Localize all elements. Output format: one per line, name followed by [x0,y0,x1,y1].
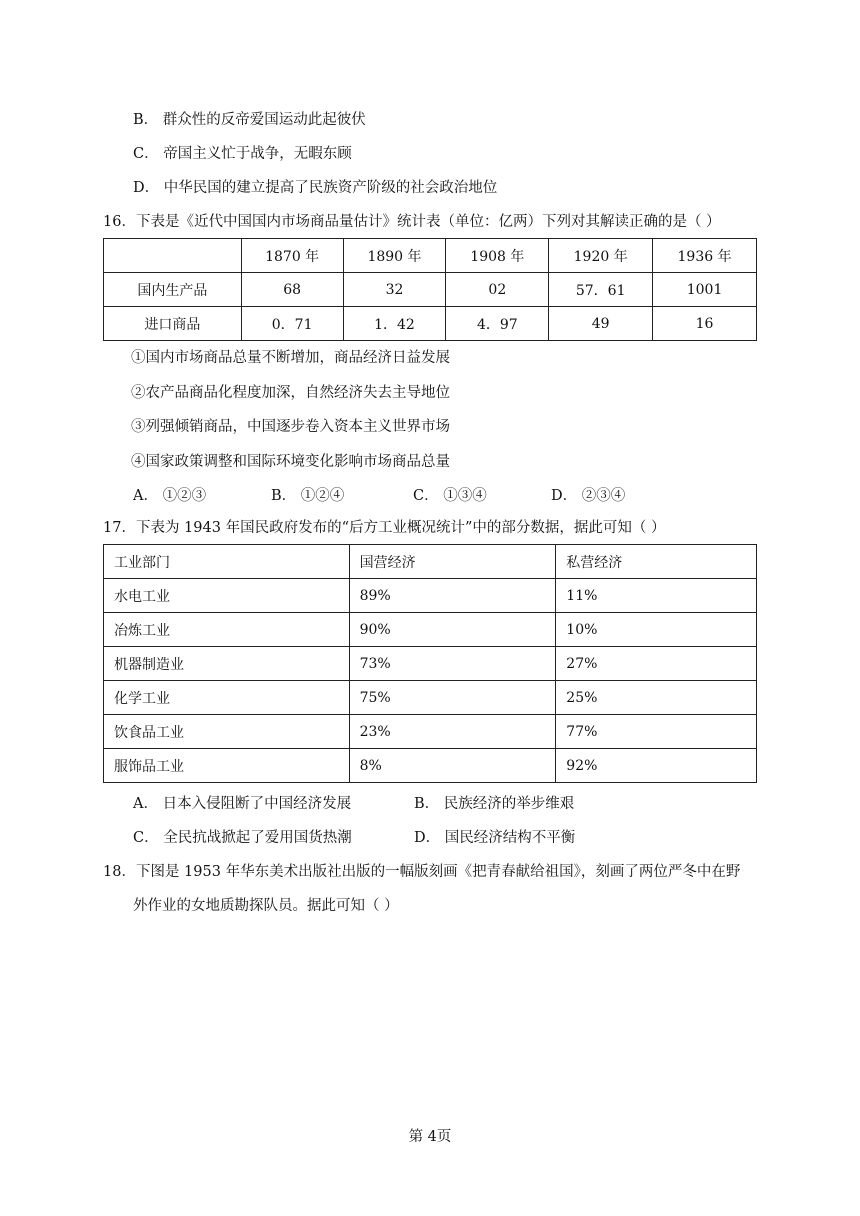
table-row [104,749,757,783]
q16-statement-4: ④国家政策调整和国际环境变化影响市场商品总量 [131,454,450,470]
q17-stem: 17．下表为 1943 年国民政府发布的“后方工业概况统计”中的部分数据，据此可知（ ） [103,520,666,536]
table-row [104,647,757,681]
table-cell: 49 [549,307,653,341]
q16-stem: 16．下表是《近代中国国内市场商品量估计》统计表（单位：亿两）下列对其解读正确的是（ ） [103,214,721,230]
table-cell: 1001 [653,273,757,307]
table-cell: 11% [556,579,757,613]
table-header-cell: 国营经济 [349,545,556,579]
table-cell: 化学工业 [104,681,350,715]
table-row [104,715,757,749]
table-cell: 32 [343,273,446,307]
table-cell: 10% [556,613,757,647]
q18-stem-line-1: 18．下图是 1953 年华东美术出版社出版的一幅版刻画《把青春献给祖国》，刻画了两位严冬中在野 [103,864,741,880]
table-cell: 02 [446,273,549,307]
q18-stem-line-2: 外作业的女地质勘探队员。据此可知（ ） [133,898,399,914]
table-cell: 8% [349,749,556,783]
table-header-cell: 1908 年 [446,239,549,273]
q17-option-d: D． 国民经济结构不平衡 [414,830,576,846]
q16-option-b: B． ①②④ [271,488,345,504]
table-cell: 89% [349,579,556,613]
table-cell: 16 [653,307,757,341]
table-row [104,307,757,341]
table-cell: 冶炼工业 [104,613,350,647]
table-cell: 水电工业 [104,579,350,613]
table-row [104,613,757,647]
table-header-cell [104,239,242,273]
table-header-cell: 1936 年 [653,239,757,273]
table-cell: 1．42 [343,307,446,341]
q16-option-c: C． ①③④ [413,488,487,504]
table-cell: 90% [349,613,556,647]
table-cell: 92% [556,749,757,783]
page-number: 第 4页 [408,1129,452,1145]
option-c-prev: C． 帝国主义忙于战争，无暇东顾 [133,146,352,162]
table-row [104,579,757,613]
table-cell: 25% [556,681,757,715]
table-header-cell: 私营经济 [556,545,757,579]
table-header-row [104,239,757,273]
q16-table [103,238,757,341]
table-cell: 饮食品工业 [104,715,350,749]
q16-option-a: A． ①②③ [133,488,207,504]
table-cell: 4．97 [446,307,549,341]
table-header-cell: 1870 年 [241,239,343,273]
table-cell: 77% [556,715,757,749]
table-cell: 27% [556,647,757,681]
option-d-prev: D． 中华民国的建立提高了民族资产阶级的社会政治地位 [133,180,498,196]
table-row [104,681,757,715]
table-row [104,273,757,307]
table-header-cell: 工业部门 [104,545,350,579]
table-header-cell: 1920 年 [549,239,653,273]
table-cell: 进口商品 [104,307,242,341]
q16-statement-1: ①国内市场商品总量不断增加，商品经济日益发展 [131,350,450,366]
q16-statement-3: ③列强倾销商品，中国逐步卷入资本主义世界市场 [131,419,450,435]
table-cell: 服饰品工业 [104,749,350,783]
table-cell: 机器制造业 [104,647,350,681]
table-cell: 75% [349,681,556,715]
table-header-cell: 1890 年 [343,239,446,273]
table-cell: 国内生产品 [104,273,242,307]
q16-option-d: D． ②③④ [551,488,626,504]
table-cell: 57．61 [549,273,653,307]
table-header-row [104,545,757,579]
q17-option-c: C． 全民抗战掀起了爱用国货热潮 [133,830,352,846]
q17-option-a: A． 日本入侵阻断了中国经济发展 [133,796,352,812]
table-cell: 73% [349,647,556,681]
table-cell: 23% [349,715,556,749]
table-cell: 68 [241,273,343,307]
q16-statement-2: ②农产品商品化程度加深，自然经济失去主导地位 [131,385,450,401]
table-cell: 0．71 [241,307,343,341]
q17-table [103,544,757,783]
option-b-prev: B． 群众性的反帝爱国运动此起彼伏 [133,112,366,128]
q17-option-b: B． 民族经济的举步维艰 [414,796,575,812]
